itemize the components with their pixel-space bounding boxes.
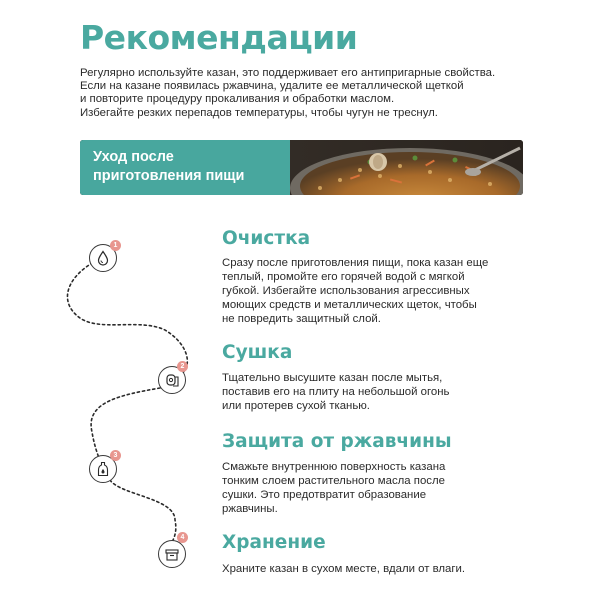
intro-line: Регулярно используйте казан, это поддерживает его антипригарные свойства.: [80, 67, 496, 79]
step-text-line: моющих средств и металлических щеток, чтобы: [222, 299, 477, 311]
step-text-line: ржавчины.: [222, 503, 278, 515]
step-heading-drying: Сушка: [222, 342, 293, 363]
intro-line: Если на казане появилась ржавчина, удалите ее металлической щеткой: [80, 80, 464, 93]
step-text-line: сушки. Это предотвратит образование: [222, 489, 427, 501]
step-text-line: Сразу после приготовления пищи, пока казан еще: [222, 257, 489, 269]
intro-line: Избегайте резких перепадов температуры, чтобы чугун не треснул.: [80, 106, 438, 119]
page-title: Рекомендации: [80, 18, 358, 57]
step-badge: 4: [177, 532, 188, 543]
step-text-line: Тщательно высушите казан после мытья,: [222, 372, 443, 384]
step-heading-rust-protection: Защита от ржавчины: [222, 431, 452, 452]
step-text-line: или протерев сухой тканью.: [222, 400, 370, 412]
step-text-line: тонким слоем растительного масла после: [222, 475, 445, 487]
step-heading-storage: Хранение: [222, 532, 326, 553]
banner-line: Уход после: [93, 149, 174, 165]
step-text-line: не повредить защитный слой.: [222, 313, 381, 325]
step-text-line: Смажьте внутреннюю поверхность казана: [222, 461, 446, 473]
step-text-drying: [222, 371, 542, 413]
step-text-line: поставив его на плиту на небольшой огонь: [222, 386, 450, 398]
step-text-rust-protection: [222, 460, 542, 516]
step-text-storage: [222, 562, 542, 576]
step-text-cleaning: [222, 256, 542, 326]
step-text-line: Храните казан в сухом месте, вдали от влаги.: [222, 563, 466, 575]
banner-line: приготовления пищи: [93, 168, 245, 184]
step-text-line: губкой. Избегайте использования агрессивных: [222, 285, 470, 297]
storage-box-icon: [158, 540, 186, 568]
banner-title: [80, 140, 290, 195]
step-badge: 3: [110, 450, 121, 461]
step-badge: 1: [110, 240, 121, 251]
step-heading-cleaning: Очистка: [222, 228, 311, 249]
intro-line: и повторите процедуру прокаливания и обработки маслом.: [80, 93, 395, 106]
step-text-line: теплый, промойте его горячей водой с мягкой: [222, 271, 465, 283]
step-badge: 2: [177, 361, 188, 372]
